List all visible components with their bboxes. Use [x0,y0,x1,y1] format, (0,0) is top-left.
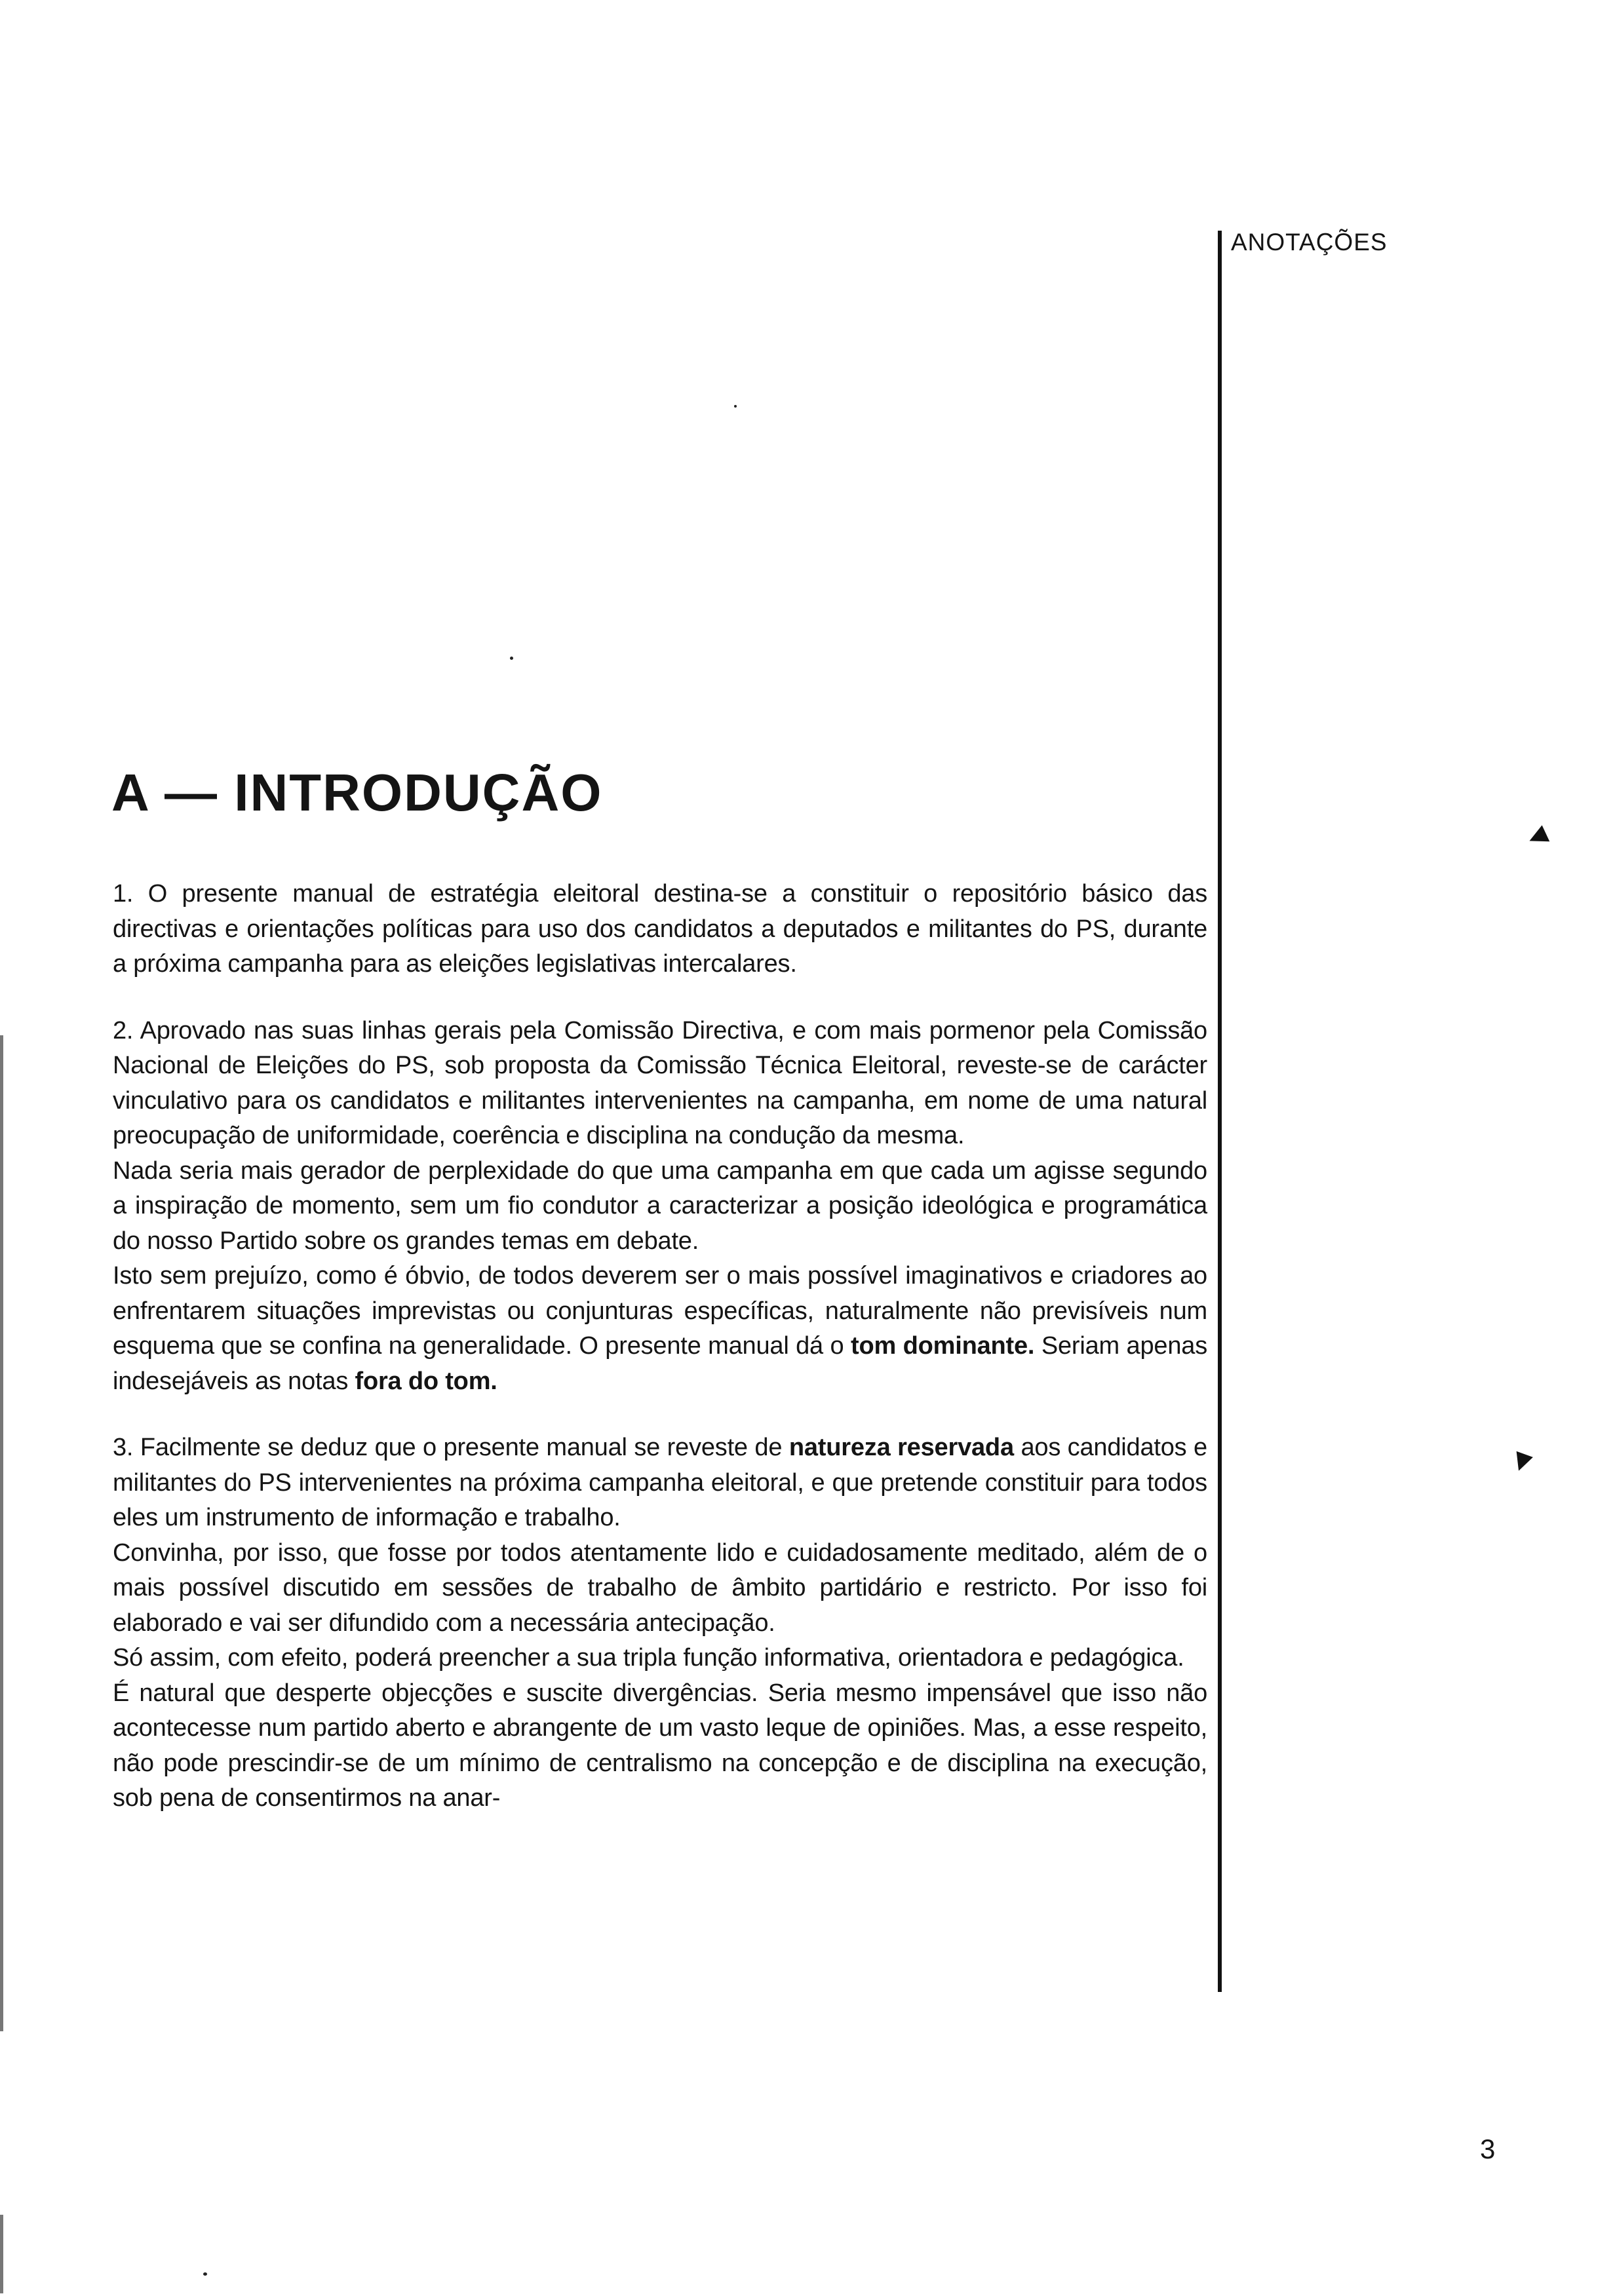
margin-divider-rule [1218,231,1222,1992]
section-title: A — INTRODUÇÃO [111,763,603,822]
paragraph-2: 2. Aprovado nas suas linhas gerais pela Comissão Directiva, e com mais pormenor pela Comissão Nacional de Eleições do PS, sob proposta da Comissão Técnica Eleitoral, reveste-se de carácter vinculativo para os candidatos e militantes intervenientes na campanha, em nome de uma natural preocupação de uniformidade, coerência e disciplina na condução da mesma. [113,1016,1207,1149]
margin-ink-mark-icon: ▼ [1502,1439,1543,1482]
scan-speck [734,405,737,408]
text-run: aos candidatos e militantes do PS intervenientes na próxima campanha eleitoral, e que pretende constituir para todos eles um instrumento de informação e trabalho. [113,1434,1207,1531]
bold-term: tom dominante. [851,1332,1035,1360]
paragraph-3-discipline: É natural que desperte objecções e suscite divergências. Seria mesmo impensável que isso não acontecesse num partido aberto e abrangente de um vasto leque de opiniões. Mas, a esse respeito, não pode prescindir-se de um mínimo de centralismo na concepção e de disciplina na execução, sob pena de consentirmos na anar- [113,1679,1207,1812]
paragraph-3-reading: Convinha, por isso, que fosse por todos atentamente lido e cuidadosamente meditado, além de o mais possível discutido em sessões de trabalho de âmbito partidário e restricto. Por isso foi elaborado e vai ser difundido com a necessária antecipação. [113,1539,1207,1637]
paragraph-3 [113,1430,1207,1536]
margin-ink-mark-icon: ◄ [1516,813,1558,858]
scan-speck [203,2272,207,2276]
paragraph-2-continued: Nada seria mais gerador de perplexidade do que uma campanha em que cada um agisse segundo a inspiração de momento, sem um fio condutor a caracterizar a posição ideológica e programática do nosso Partido sobre os grandes temas em debate. [113,1157,1207,1255]
annotations-heading: ANOTAÇÕES [1231,229,1388,256]
bold-term: fora do tom. [355,1367,497,1395]
paragraph-3-function: Só assim, com efeito, poderá preencher a sua tripla função informativa, orientadora e pedagógica. [113,1644,1184,1672]
text-run: Isto sem prejuízo, como é óbvio, de todos deverem ser o mais possível imaginativos e criadores ao enfrentarem situações imprevistas ou conjunturas específicas, naturalmente não previsíveis num esquema que se confina na generalidade. O presente manual dá o [113,1262,1207,1360]
bold-term: natureza reservada [788,1434,1014,1461]
scan-speck [510,657,513,660]
text-run: 3. Facilmente se deduz que o presente manual se reveste de [113,1434,789,1461]
paragraph-1: 1. O presente manual de estratégia eleitoral destina-se a constituir o repositório básico das directivas e orientações políticas para uso dos candidatos a deputados e militantes do PS, durante a próxima campanha para as eleições legislativas intercalares. [113,880,1207,978]
paragraph-2-tone [113,1259,1207,1399]
page-number: 3 [1480,2133,1496,2164]
body-text [113,877,1207,1816]
text-run: Seriam apenas indesejáveis as notas [113,1332,1207,1395]
scan-left-edge [0,1035,3,2031]
scan-left-edge [0,2215,3,2293]
